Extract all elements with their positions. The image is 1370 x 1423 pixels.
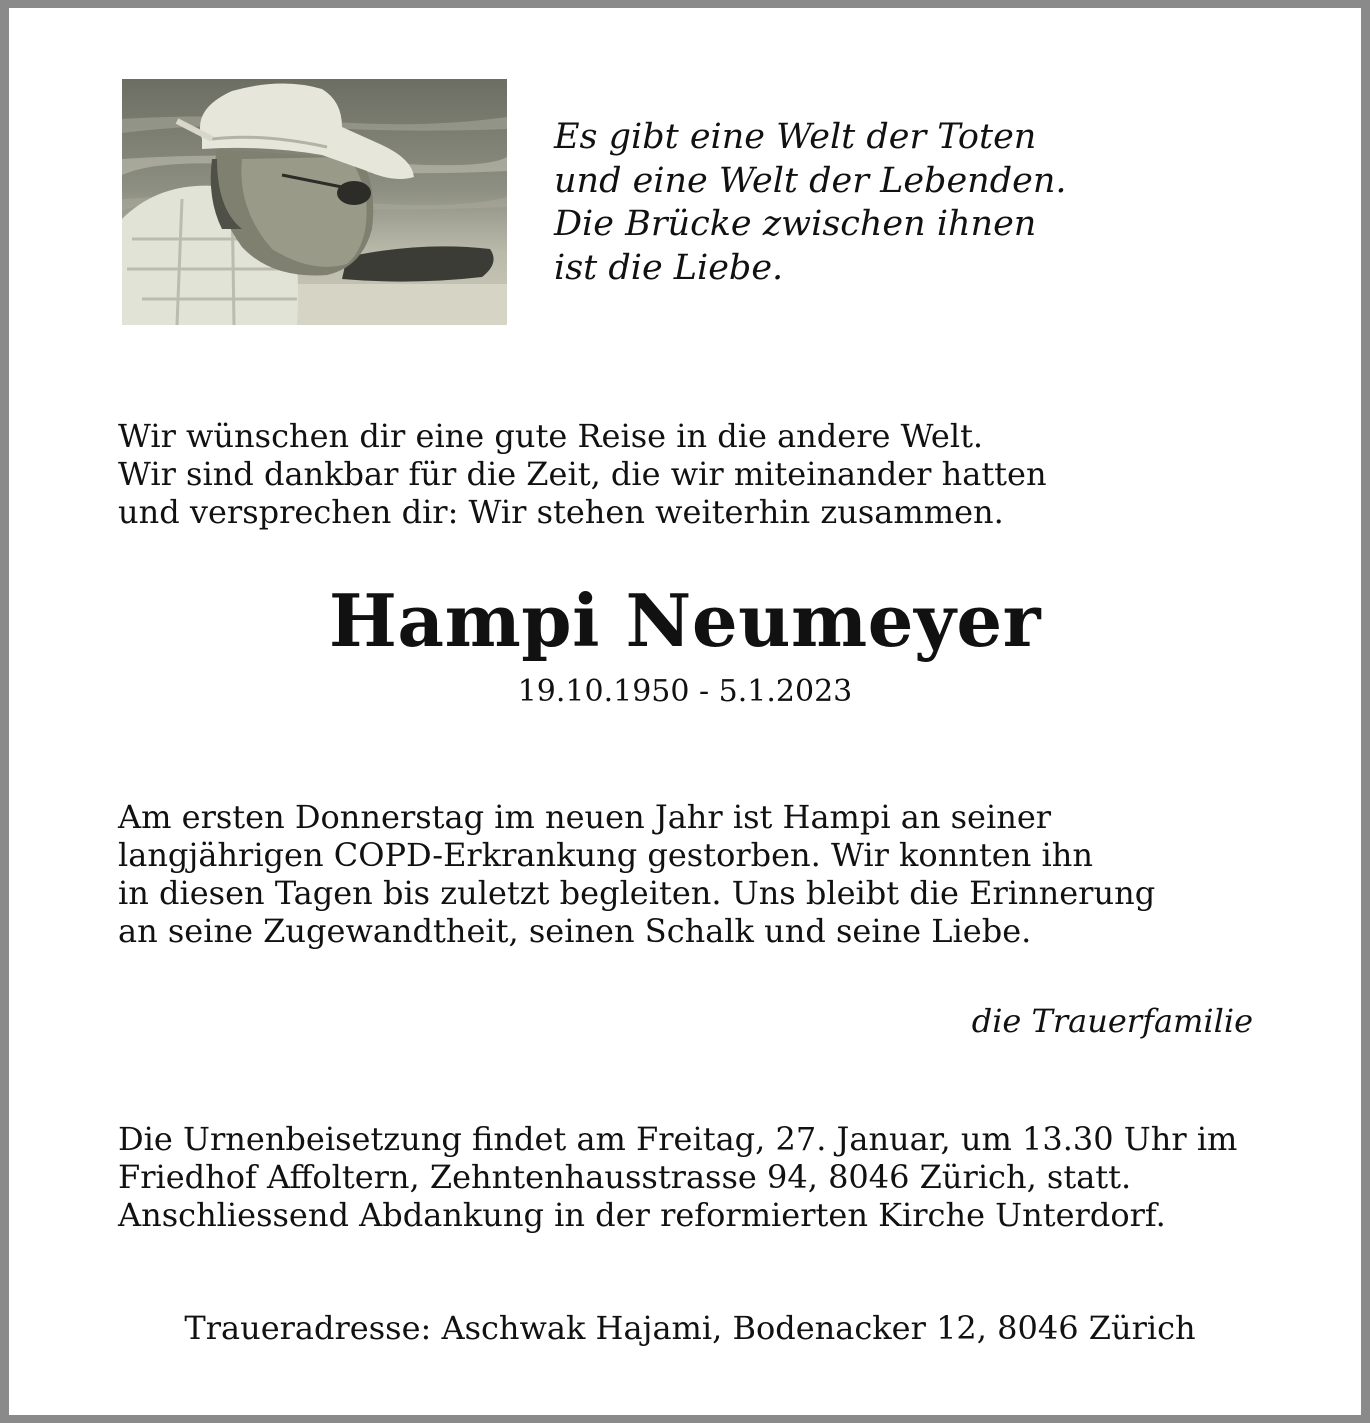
- memorial-quote: [554, 116, 1067, 290]
- notice-line: Am ersten Donnerstag im neuen Jahr ist Hampi an seiner: [118, 798, 1052, 836]
- quote-line: Die Brücke zwischen ihnen: [554, 204, 1037, 244]
- service-line: Friedhof Affoltern, Zehntenhausstrasse 94, 8046 Zürich, statt.: [118, 1158, 1132, 1196]
- family-signature: die Trauerfamilie: [971, 1002, 1253, 1040]
- portrait-photo: [122, 79, 507, 325]
- quote-line: ist die Liebe.: [554, 247, 784, 288]
- portrait-photo-image: [122, 79, 507, 325]
- service-line: Die Urnenbeisetzung findet am Freitag, 27. Januar, um 13.30 Uhr im: [118, 1120, 1238, 1158]
- deceased-name: Hampi Neumeyer: [328, 578, 1042, 663]
- notice-line: an seine Zugewandtheit, seinen Schalk und seine Liebe.: [118, 912, 1032, 950]
- service-details-paragraph: [118, 1120, 1237, 1234]
- farewell-line: Wir sind dankbar für die Zeit, die wir miteinander hatten: [118, 455, 1047, 493]
- notice-line: langjährigen COPD-Erkrankung gestorben. Wir konnten ihn: [118, 836, 1093, 874]
- death-notice-paragraph: [118, 798, 1155, 950]
- quote-line: und eine Welt der Lebenden.: [554, 160, 1067, 201]
- farewell-line: und versprechen dir: Wir stehen weiterhin zusammen.: [118, 493, 1004, 531]
- mourning-address: Traueradresse: Aschwak Hajami, Bodenacker 12, 8046 Zürich: [184, 1309, 1196, 1347]
- notice-line: in diesen Tagen bis zuletzt begleiten. Uns bleibt die Erinnerung: [118, 874, 1156, 912]
- service-line: Anschliessend Abdankung in der reformierten Kirche Unterdorf.: [118, 1196, 1166, 1234]
- life-dates: 19.10.1950 - 5.1.2023: [517, 674, 853, 709]
- farewell-paragraph: [118, 417, 1047, 531]
- farewell-line: Wir wünschen dir eine gute Reise in die andere Welt.: [118, 417, 984, 455]
- quote-line: Es gibt eine Welt der Toten: [554, 117, 1037, 157]
